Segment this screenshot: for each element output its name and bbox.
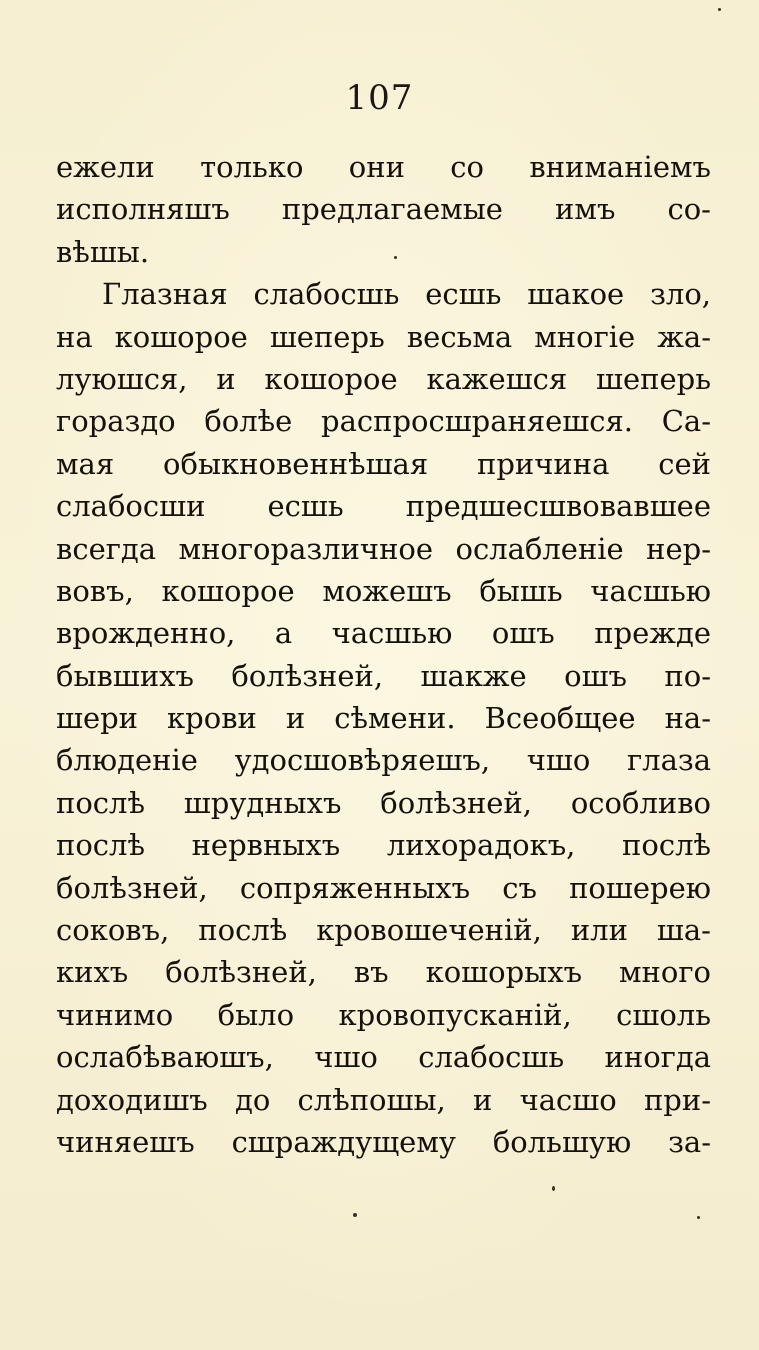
text-line: бывшихъ болѣзней, шакже ошъ по- — [56, 658, 711, 693]
text-line: чиняешъ сшраждущему большую за- — [56, 1124, 711, 1159]
paper-speck — [718, 8, 721, 11]
text-line: блюденіе удосшовѣряешъ, чшо глаза — [56, 743, 711, 778]
paper-speck — [552, 1186, 555, 1191]
text-line: вовъ, кошорое можешъ бышь часшью — [56, 573, 711, 608]
text-line: послѣ шрудныхъ болѣзней, особливо — [56, 785, 711, 820]
text-line: врожденно, а часшью ошъ прежде — [56, 616, 711, 651]
text-line: всегда многоразличное ослабленіе нер- — [56, 531, 711, 566]
paragraph-first-line: Глазная слабосшь есшь шакое зло, — [102, 277, 711, 312]
text-line: ежели только они со вниманіемъ — [56, 150, 711, 184]
text-line: исполняшъ предлагаемые имъ со- — [56, 192, 711, 227]
text-line: послѣ нервныхъ лихорадокъ, послѣ — [56, 828, 711, 863]
text-line: луюшся, и кошорое кажешся шеперь — [56, 361, 711, 396]
text-line: на кошорое шеперь весьма многіе жа- — [56, 319, 711, 354]
text-line: соковъ, послѣ кровошеченій, или ша- — [56, 913, 711, 948]
text-line: кихъ болѣзней, въ кошорыхъ много — [56, 955, 711, 990]
body-text — [56, 146, 711, 1163]
paper-speck — [353, 1213, 357, 1217]
paper-speck — [697, 1216, 700, 1219]
page-number: 107 — [345, 78, 414, 118]
text-line: доходишъ до слѣпошы, и часшо при- — [56, 1082, 711, 1117]
text-line: слабосши есшь предшесшвовавшее — [56, 489, 711, 524]
text-line: мая обыкновеннѣшая причина сей — [56, 446, 711, 481]
text-line: болѣзней, сопряженныхъ съ пошерею — [56, 870, 711, 905]
text-line: чинимо было кровопусканій, сшоль — [56, 997, 711, 1032]
paper-speck — [394, 256, 397, 259]
text-line: ослабѣваюшъ, чшо слабосшь иногда — [56, 1040, 711, 1075]
text-line: гораздо болѣе распросшраняешся. Са- — [56, 404, 711, 439]
text-line: вѣшы. — [56, 234, 150, 269]
text-line: шери крови и сѣмени. Всеобщее на- — [56, 701, 711, 736]
